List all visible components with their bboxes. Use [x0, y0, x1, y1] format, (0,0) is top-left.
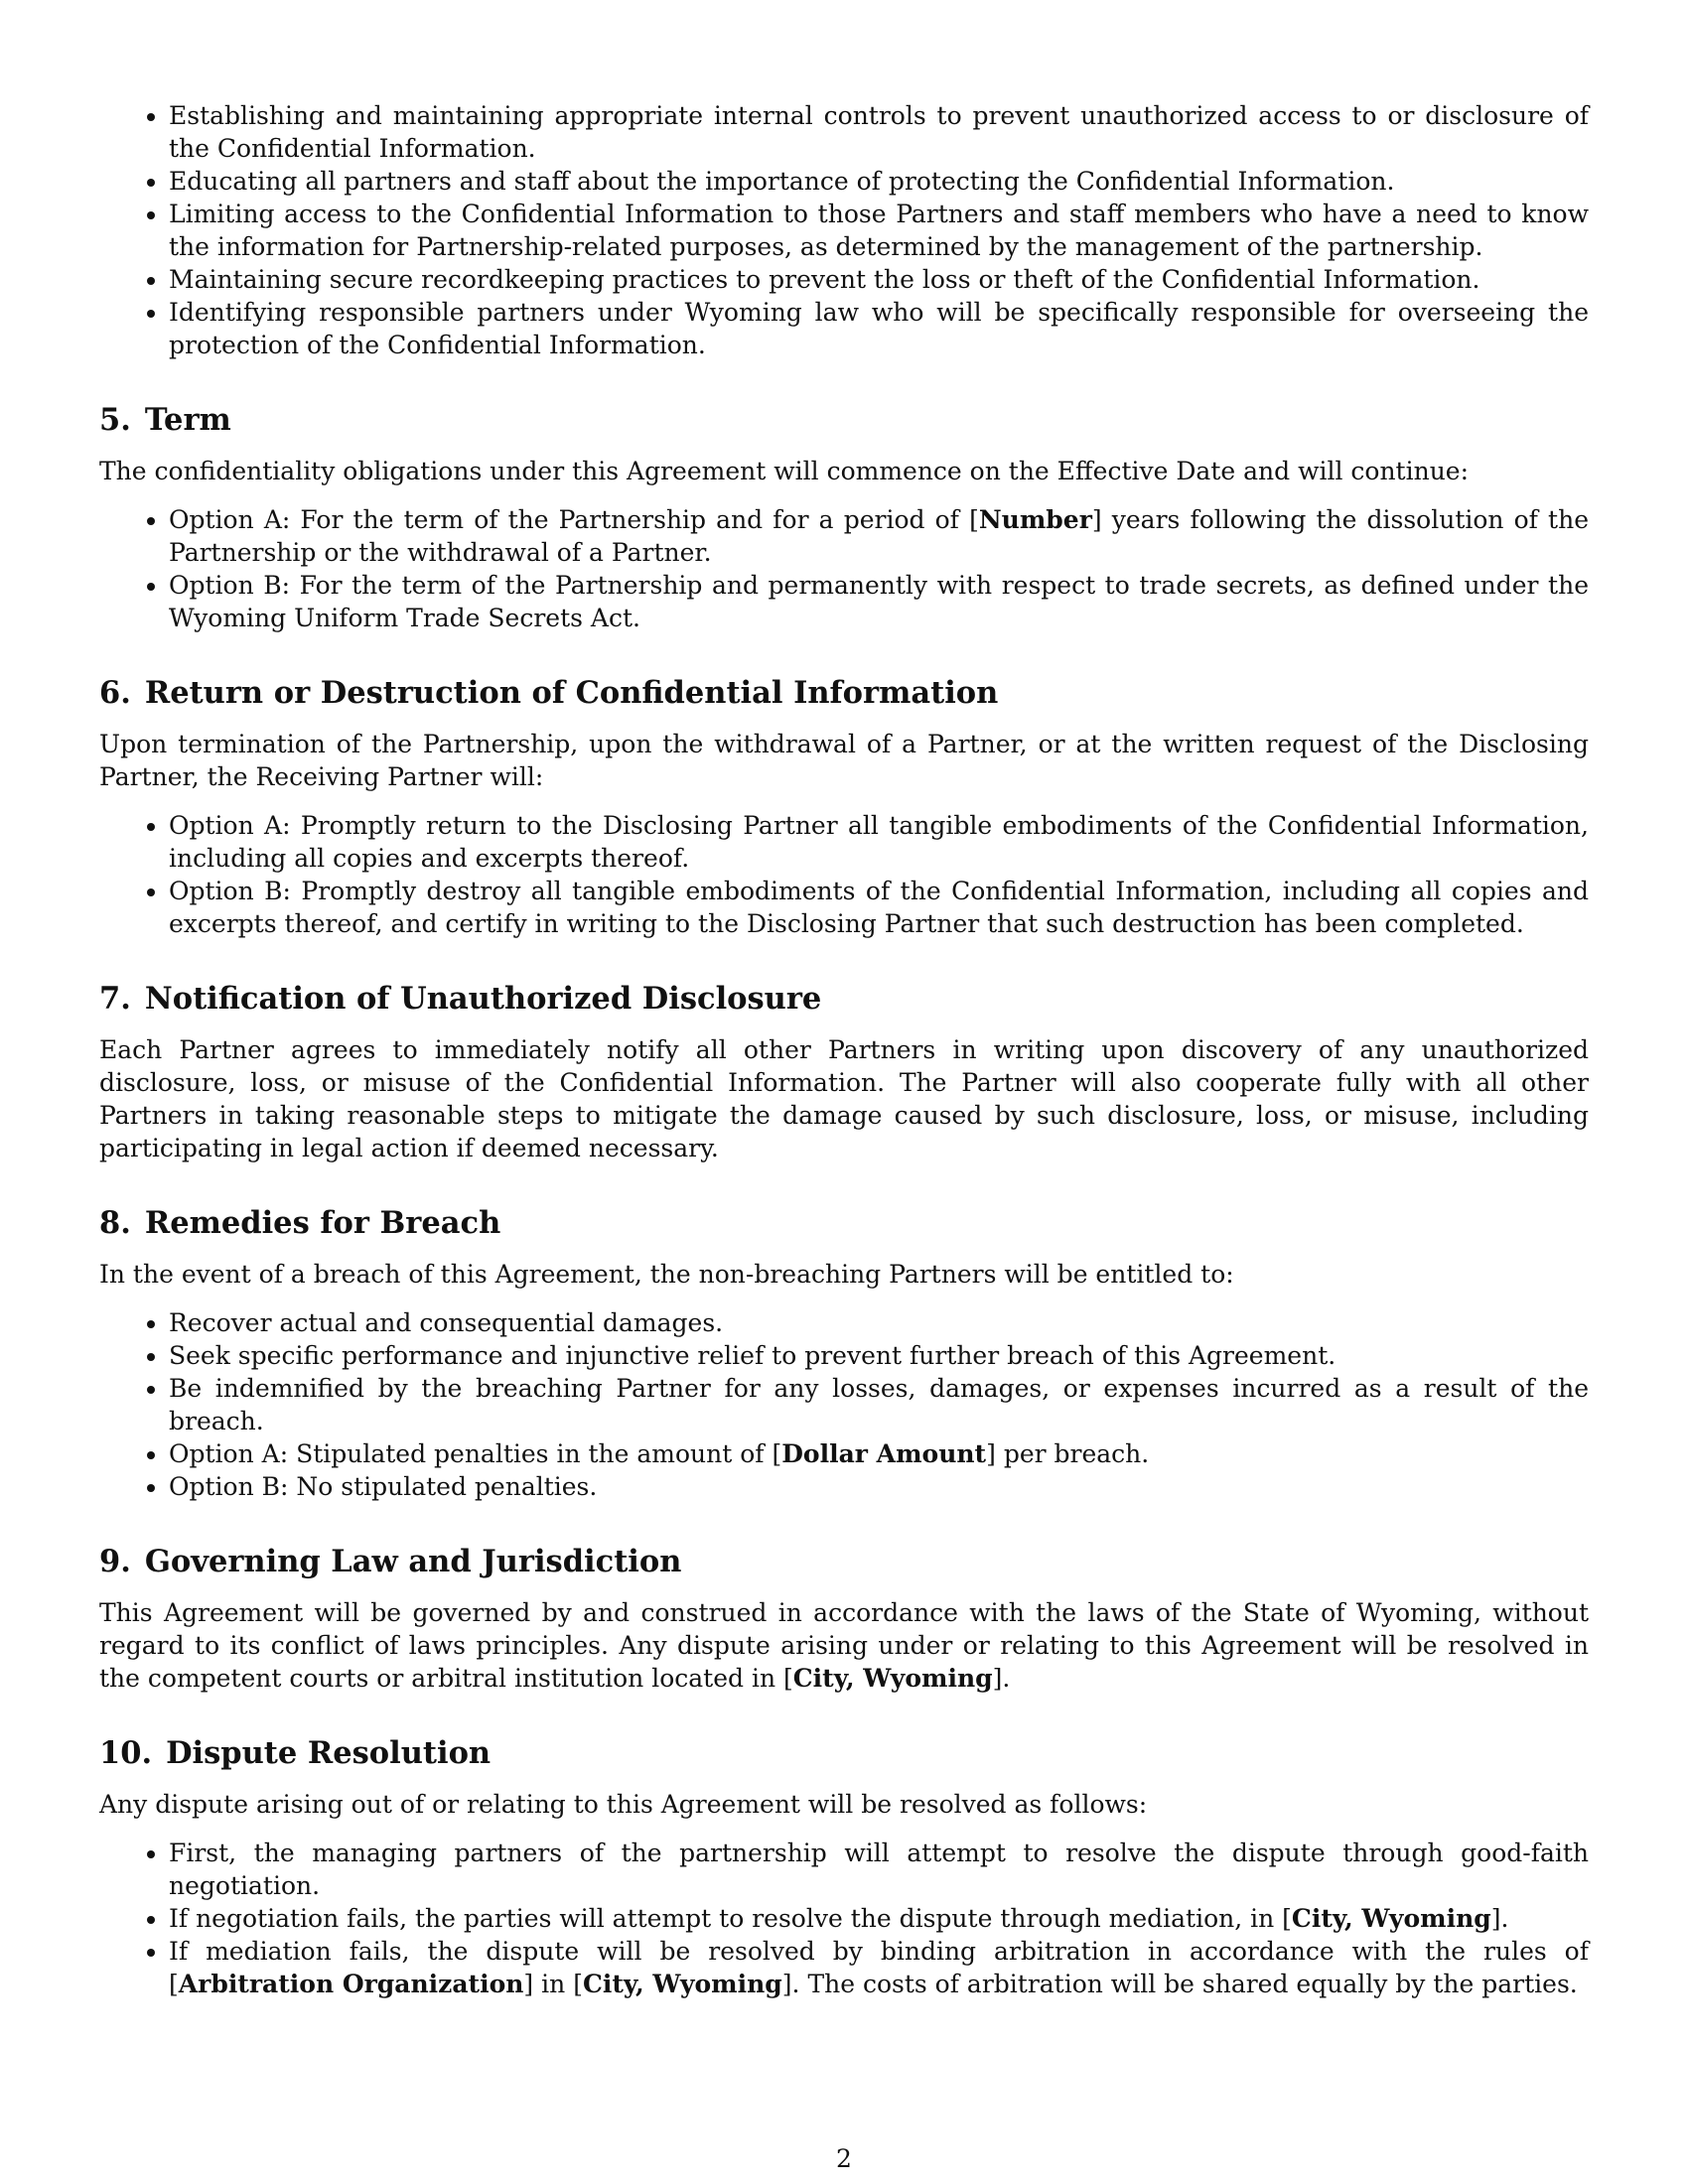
list-item: • Option A: Promptly return to the Disclosing Partner all tangible embodiments of the Confidential Information, including all copies and excerpts thereof.	[169, 809, 1589, 875]
remedies-list	[99, 1306, 1589, 1503]
list-item: • If mediation fails, the dispute will be resolved by binding arbitration in accordance with the rules of [Arbitration Organization] in [City, Wyoming]. The costs of arbitration will be shared equally by the parties.	[169, 1935, 1589, 2000]
section-intro: Upon termination of the Partnership, upon the withdrawal of a Partner, or at the written request of the Disclosing Partner, the Receiving Partner will:	[99, 730, 1589, 791]
dispute-steps-list	[99, 1837, 1589, 2000]
placeholder: City, Wyoming	[792, 1664, 993, 1693]
list-item: • Option B: No stipulated penalties.	[169, 1470, 1589, 1503]
list-item: • If negotiation fails, the parties will attempt to resolve the dispute through mediation, in [City, Wyoming].	[169, 1902, 1589, 1935]
list-item: • Option A: For the term of the Partnership and for a period of [Number] years following the dissolution of the Partnership or the withdrawal of a Partner.	[169, 503, 1589, 569]
section-intro: Any dispute arising out of or relating to this Agreement will be resolved as follows:	[99, 1790, 1148, 1819]
section-heading-term: 5. Term	[99, 402, 231, 438]
section-heading-return: 6. Return or Destruction of Confidential Information	[99, 675, 999, 711]
list-item: • Option B: Promptly destroy all tangible embodiments of the Confidential Information, including all copies and excerpts thereof, and certify in writing to the Disclosing Partner that such destruction has been completed.	[169, 875, 1589, 940]
section-heading-governing-law: 9. Governing Law and Jurisdiction	[99, 1544, 682, 1579]
list-item: • Identifying responsible partners under Wyoming law who will be specifically responsible for overseeing the protection of the Confidential Information.	[169, 296, 1589, 361]
section-body: Each Partner agrees to immediately notify all other Partners in writing upon discovery of any unauthorized disclosure, loss, or misuse of the Confidential Information. The Partner will also cooperate fully with all other Partners in taking reasonable steps to mitigate the damage caused by such disclosure, loss, or misuse, including participating in legal action if deemed necessary.	[99, 1035, 1589, 1162]
list-item: • Maintaining secure recordkeeping practices to prevent the loss or theft of the Confidential Information.	[169, 263, 1589, 296]
list-item: • Be indemnified by the breaching Partner for any losses, damages, or expenses incurred as a result of the breach.	[169, 1372, 1589, 1437]
list-item: • Option A: Stipulated penalties in the amount of [Dollar Amount] per breach.	[169, 1437, 1589, 1470]
section-heading-remedies: 8. Remedies for Breach	[99, 1205, 501, 1241]
placeholder: Dollar Amount	[781, 1439, 987, 1468]
section-body: This Agreement will be governed by and construed in accordance with the laws of the State of Wyoming, without regard to its conflict of laws principles. Any dispute arising under or relating to this Agreement will be resolved in the competent courts or arbitral institution located in [City, Wyoming].	[99, 1598, 1589, 1693]
placeholder: City, Wyoming	[582, 1970, 782, 1998]
list-item: • Limiting access to the Confidential Information to those Partners and staff members who have a need to know the information for Partnership-related purposes, as determined by the management of the partnership.	[169, 198, 1589, 263]
list-item: • Educating all partners and staff about the importance of protecting the Confidential Information.	[169, 165, 1589, 198]
list-item: • Establishing and maintaining appropriate internal controls to prevent unauthorized access to or disclosure of the Confidential Information.	[169, 99, 1589, 165]
placeholder: Arbitration Organization	[178, 1970, 524, 1998]
list-item: • Option B: For the term of the Partnership and permanently with respect to trade secrets, as defined under the Wyoming Uniform Trade Secrets Act.	[169, 569, 1589, 634]
section-heading-dispute-resolution: 10. Dispute Resolution	[99, 1735, 492, 1771]
list-item: • Seek specific performance and injunctive relief to prevent further breach of this Agreement.	[169, 1339, 1589, 1372]
return-options-list	[99, 809, 1589, 940]
placeholder: Number	[978, 505, 1092, 534]
section-intro: The confidentiality obligations under this Agreement will commence on the Effective Date and will continue:	[99, 457, 1470, 485]
page-number: 2	[836, 2144, 852, 2173]
list-item: • Recover actual and consequential damages.	[169, 1306, 1589, 1339]
document-page	[99, 99, 1589, 2000]
term-options-list	[99, 503, 1589, 634]
section-heading-notification: 7. Notification of Unauthorized Disclosure	[99, 981, 822, 1017]
list-item: • First, the managing partners of the partnership will attempt to resolve the dispute through good-faith negotiation.	[169, 1837, 1589, 1902]
placeholder: City, Wyoming	[1291, 1904, 1491, 1933]
section-intro: In the event of a breach of this Agreement, the non-breaching Partners will be entitled to:	[99, 1260, 1234, 1289]
top-bullet-list	[99, 99, 1589, 361]
